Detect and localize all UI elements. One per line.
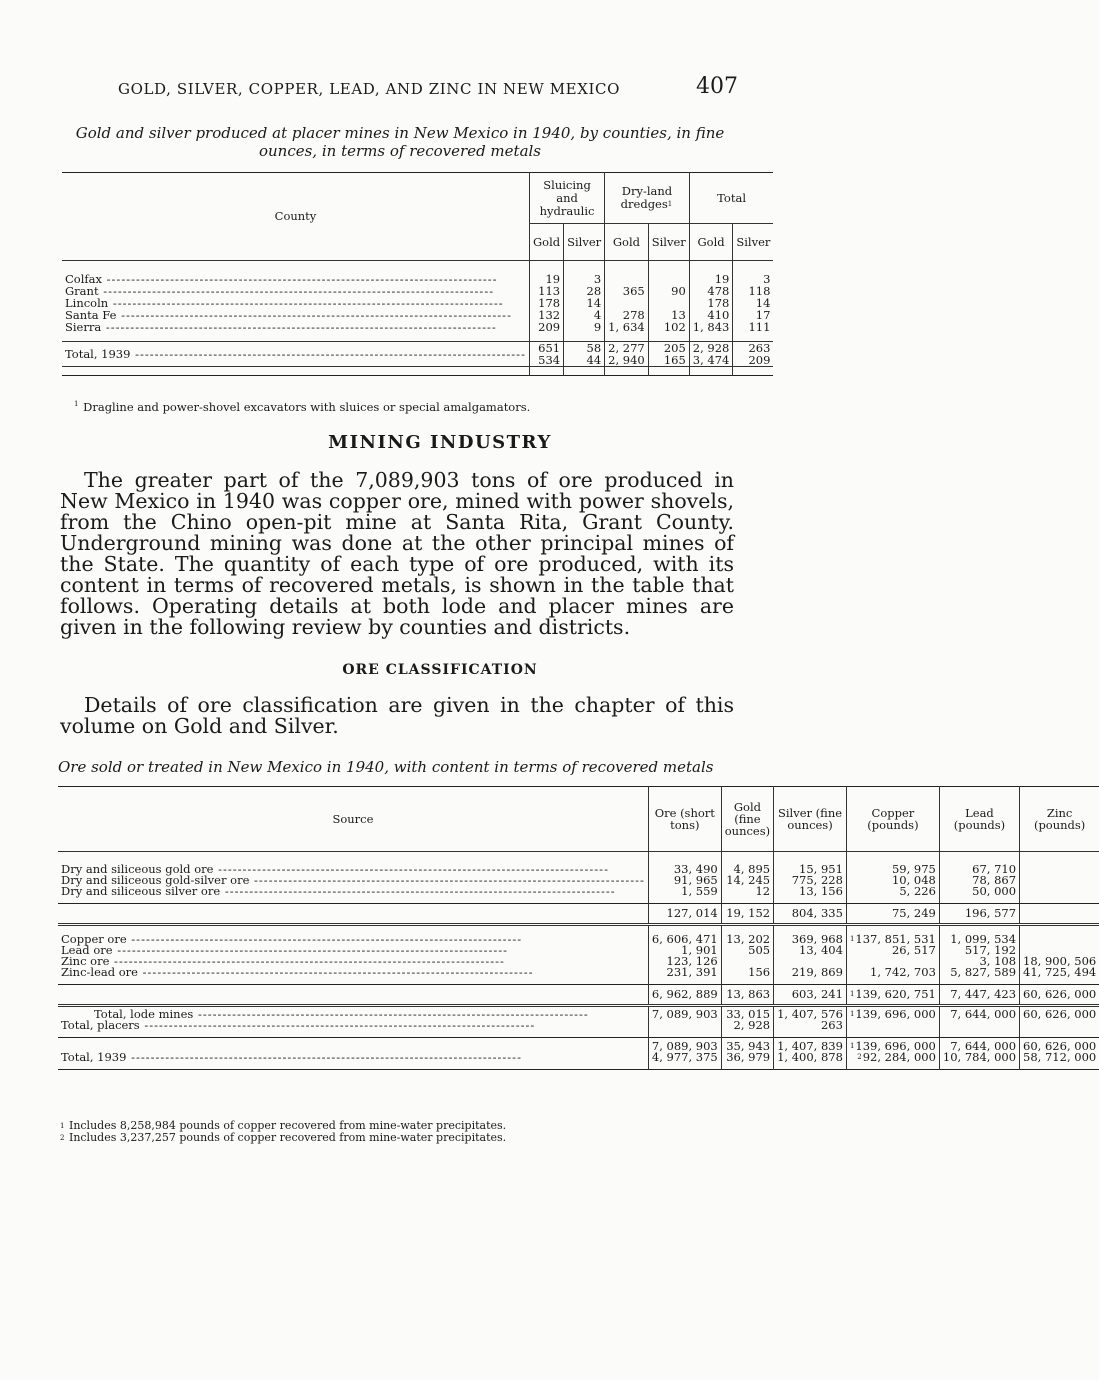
table-cell: 59, 975: [846, 864, 939, 875]
total-row: [62, 342, 773, 367]
table-cell: 1, 634: [605, 321, 649, 333]
running-head: [118, 74, 738, 99]
table-cell: 15, 951: [774, 864, 847, 875]
table-cell: 14: [564, 297, 605, 309]
table-cell: 17: [733, 309, 774, 321]
table-cell: 60, 626, 000: [1020, 985, 1099, 1006]
source-cell: Copper ore --------------------------------------------------------------------------------: [61, 932, 523, 946]
dredges-group-header: Dry-land dredges$^1$: [605, 173, 690, 224]
table2-footnote: $^1$ Includes 8,258,984 pounds of copper recovered from mine-water precipitates.: [60, 1119, 507, 1132]
mining-industry-heading: MINING INDUSTRY: [328, 432, 552, 453]
table-cell: 1, 843: [689, 321, 733, 333]
table-cell: 13, 156: [774, 886, 847, 897]
table-cell: 67, 710: [939, 864, 1019, 875]
table-cell: 263 209: [733, 342, 774, 367]
table-cell: 33, 490: [648, 864, 721, 875]
table-cell: 14, 245: [721, 875, 773, 886]
table-cell: 3: [733, 273, 774, 285]
table-cell: 118: [733, 285, 774, 297]
table-cell: 4, 895: [721, 864, 773, 875]
table-cell: 369, 968: [774, 934, 847, 945]
table-cell: 231, 391: [648, 967, 721, 978]
table2-footnotes: [60, 1120, 506, 1144]
table-cell: 3: [564, 273, 605, 285]
table-cell: 7, 644, 000: [939, 1038, 1019, 1053]
column-header: Zinc (pounds): [1020, 787, 1099, 852]
table-cell: 10, 048: [846, 875, 939, 886]
subheader: Gold: [689, 224, 733, 261]
table-cell: 1, 099, 534: [939, 934, 1019, 945]
table-cell: 7, 089, 903: [648, 1038, 721, 1053]
table-cell: 651 534: [529, 342, 563, 367]
empty-cell: [58, 904, 648, 925]
county-cell: Lincoln --------------------------------------------------------------------------------: [65, 296, 504, 310]
table-cell: [1020, 934, 1099, 945]
table-cell: 132: [529, 309, 563, 321]
table-cell: [846, 1020, 939, 1031]
table-cell: 804, 335: [774, 904, 847, 925]
table-cell: 60, 626, 000: [1020, 1009, 1099, 1020]
county-column-header: County: [274, 209, 317, 223]
table-cell: 156: [721, 967, 773, 978]
table-cell: 4: [564, 309, 605, 321]
table-cell: 775, 228: [774, 875, 847, 886]
county-cell: Santa Fe --------------------------------------------------------------------------------: [65, 308, 512, 322]
table-cell: 178: [689, 297, 733, 309]
table-cell: [1020, 875, 1099, 886]
table-cell: 205 165: [648, 342, 689, 367]
table-cell: 1, 400, 878: [774, 1052, 847, 1063]
table-cell: [648, 1020, 721, 1031]
sluicing-group-header: Sluicing and hydraulic: [529, 173, 604, 224]
table-cell: 2, 928 3, 474: [689, 342, 733, 367]
ore-classification-paragraph: Details of ore classification are given in the chapter of this volume on Gold and Silver.: [60, 693, 734, 738]
ore-classification-table: [58, 786, 1099, 1070]
placer-production-table: [62, 172, 773, 376]
table-cell: 3, 108: [939, 956, 1019, 967]
table-cell: 278: [605, 309, 649, 321]
table-cell: 478: [689, 285, 733, 297]
table-cell: $^1$137, 851, 531: [846, 934, 939, 945]
table-cell: [1020, 904, 1099, 925]
table-cell: [1020, 864, 1099, 875]
table-cell: $^1$139, 696, 000: [846, 1009, 939, 1020]
table-cell: 58, 712, 000: [1020, 1052, 1099, 1063]
table-cell: 33, 015: [721, 1009, 773, 1020]
empty-cell: [58, 985, 648, 1006]
table-row: [58, 1052, 1099, 1063]
subheader: Silver: [733, 224, 774, 261]
table-cell: 7, 447, 423: [939, 985, 1019, 1006]
table2-caption: Ore sold or treated in New Mexico in 1940, with content in terms of recovered metals: [58, 758, 714, 776]
source-cell: Zinc ore --------------------------------------------------------------------------------: [61, 954, 505, 968]
column-header: Gold (fine ounces): [721, 787, 773, 852]
table-cell: 263: [774, 1020, 847, 1031]
table-cell: 58 44: [564, 342, 605, 367]
table-cell: 9: [564, 321, 605, 333]
column-header: Lead (pounds): [939, 787, 1019, 852]
table-cell: 2, 928: [721, 1020, 773, 1031]
table-cell: 1, 407, 576: [774, 1009, 847, 1020]
table-cell: 127, 014: [648, 904, 721, 925]
table-cell: 365: [605, 285, 649, 297]
table-cell: 113: [529, 285, 563, 297]
column-header: Ore (short tons): [648, 787, 721, 852]
table-cell: 13, 202: [721, 934, 773, 945]
table-cell: 60, 626, 000: [1020, 1038, 1099, 1053]
table-cell: $^1$139, 620, 751: [846, 985, 939, 1006]
table-cell: 111: [733, 321, 774, 333]
table-cell: 7, 089, 903: [648, 1009, 721, 1020]
table-cell: 1, 407, 839: [774, 1038, 847, 1053]
table-cell: 78, 867: [939, 875, 1019, 886]
table-cell: 6, 606, 471: [648, 934, 721, 945]
table-cell: 13, 404: [774, 945, 847, 956]
column-header: Copper (pounds): [846, 787, 939, 852]
table-cell: 90: [648, 285, 689, 297]
table-cell: [1020, 886, 1099, 897]
source-cell: Dry and siliceous gold ore --------------------------------------------------------------------------------: [61, 862, 609, 876]
running-head-title: GOLD, SILVER, COPPER, LEAD, AND ZINC IN NEW MEXICO: [118, 80, 621, 98]
footnote-ref: 1: [667, 200, 673, 208]
table-cell: 2, 277 2, 940: [605, 342, 649, 367]
table-cell: 4, 977, 375: [648, 1052, 721, 1063]
column-header: Source: [332, 812, 374, 826]
table-row: [58, 1020, 1099, 1031]
county-cell: Sierra --------------------------------------------------------------------------------: [65, 320, 497, 334]
source-cell: Total, placers --------------------------------------------------------------------------------: [61, 1018, 536, 1032]
table-cell: 1, 901: [648, 945, 721, 956]
table-cell: 91, 965: [648, 875, 721, 886]
table-cell: 505: [721, 945, 773, 956]
table-cell: 41, 725, 494: [1020, 967, 1099, 978]
table-cell: 196, 577: [939, 904, 1019, 925]
table-cell: 7, 644, 000: [939, 1009, 1019, 1020]
table-row: [58, 904, 1099, 925]
table-cell: 5, 226: [846, 886, 939, 897]
table-cell: $^1$139, 696, 000: [846, 1038, 939, 1053]
total-group-header: Total: [689, 173, 773, 224]
source-cell: Total, 1939 --------------------------------------------------------------------------------: [61, 1050, 522, 1064]
table1-footnote: $^1$ Dragline and power-shovel excavators with sluices or special amalgamators.: [74, 400, 531, 414]
source-cell: Dry and siliceous gold-silver ore --------------------------------------------------------------------------------: [61, 873, 645, 887]
county-cell: Colfax --------------------------------------------------------------------------------: [65, 272, 498, 286]
table1-caption: Gold and silver produced at placer mines in New Mexico in 1940, by counties, in fine ounces, in terms of recovered metals: [75, 124, 725, 160]
table-row: [58, 967, 1099, 978]
table-cell: 28: [564, 285, 605, 297]
source-cell: Dry and siliceous silver ore --------------------------------------------------------------------------------: [61, 884, 616, 898]
table-cell: 26, 517: [846, 945, 939, 956]
table-cell: 123, 126: [648, 956, 721, 967]
table-cell: 35, 943: [721, 1038, 773, 1053]
mining-industry-paragraph: The greater part of the 7,089,903 tons of ore produced in New Mexico in 1940 was copper ore, mined with power shovels, from the Chino open-pit mine at Santa Rita, Grant County. Underground mining was done at the other principal mines of the State. The quantity of each type of ore produced, with its content in terms of recovered metals, is shown in the table that follows. Operating details at both lode and placer mines are given in the following review by counties and districts.: [60, 468, 734, 639]
table-cell: 219, 869: [774, 967, 847, 978]
table-cell: 13: [648, 309, 689, 321]
subheader: Gold: [529, 224, 563, 261]
ore-classification-heading: ORE CLASSIFICATION: [342, 662, 538, 678]
table-cell: 6, 962, 889: [648, 985, 721, 1006]
table-cell: [1020, 1020, 1099, 1031]
table-cell: 19, 152: [721, 904, 773, 925]
table-cell: 603, 241: [774, 985, 847, 1006]
subheader: Silver: [648, 224, 689, 261]
table-cell: 209: [529, 321, 563, 333]
source-cell: Total, lode mines --------------------------------------------------------------------------------: [94, 1007, 589, 1021]
table-cell: 1, 559: [648, 886, 721, 897]
source-cell: Lead ore --------------------------------------------------------------------------------: [61, 943, 509, 957]
table-cell: 13, 863: [721, 985, 773, 1006]
table-cell: 14: [733, 297, 774, 309]
table-cell: 19: [529, 273, 563, 285]
table2-footnote: $^2$ Includes 3,237,257 pounds of copper recovered from mine-water precipitates.: [60, 1131, 507, 1144]
table-row: [58, 886, 1099, 897]
table-row: [58, 985, 1099, 1006]
page-number: 407: [696, 74, 738, 99]
total-label-cell: Total, 1939 --------------------------------------------------------------------------------: [65, 347, 526, 361]
table-cell: 410: [689, 309, 733, 321]
table-cell: 178: [529, 297, 563, 309]
table-cell: 102: [648, 321, 689, 333]
county-cell: Grant --------------------------------------------------------------------------------: [65, 284, 495, 298]
table-cell: 10, 784, 000: [939, 1052, 1019, 1063]
table-cell: 1, 742, 703: [846, 967, 939, 978]
table-cell: 50, 000: [939, 886, 1019, 897]
table-cell: 5, 827, 589: [939, 967, 1019, 978]
table-cell: $^2$92, 284, 000: [846, 1052, 939, 1063]
table-cell: 12: [721, 886, 773, 897]
table-row: [62, 321, 773, 333]
table-cell: 75, 249: [846, 904, 939, 925]
subheader: Silver: [564, 224, 605, 261]
table-cell: 517, 192: [939, 945, 1019, 956]
table-cell: [939, 1020, 1019, 1031]
table-cell: 19: [689, 273, 733, 285]
source-cell: Zinc-lead ore --------------------------------------------------------------------------------: [61, 965, 534, 979]
table-cell: 36, 979: [721, 1052, 773, 1063]
subheader: Gold: [605, 224, 649, 261]
table-cell: 18, 900, 506: [1020, 956, 1099, 967]
column-header: Silver (fine ounces): [774, 787, 847, 852]
